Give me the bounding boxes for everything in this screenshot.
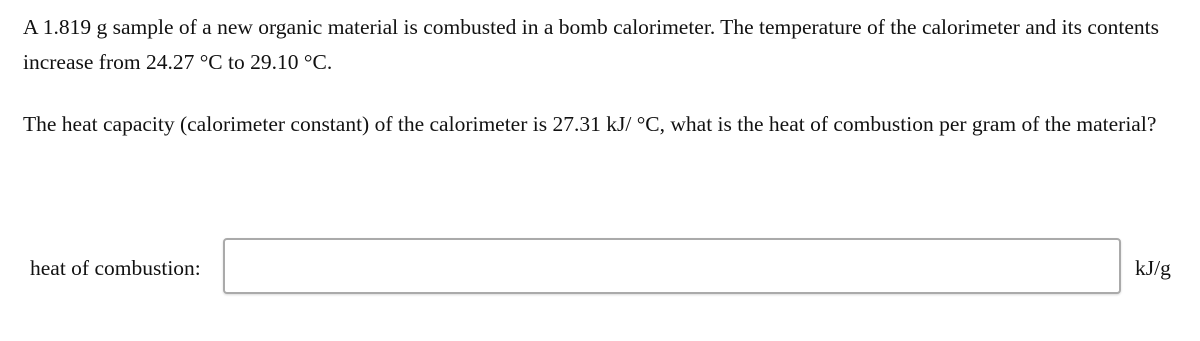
- question-paragraph-sample: A 1.819 g sample of a new organic material is combusted in a bomb calorimeter. The temperature of the calorimeter and its contents increase from 24.27 °C to 29.10 °C.: [23, 15, 1159, 74]
- question-paragraph-heat-capacity: The heat capacity (calorimeter constant) of the calorimeter is 27.31 kJ/ °C, what is the heat of combustion per gram of the material?: [23, 112, 1157, 136]
- answer-row: [0, 238, 1200, 294]
- heat-of-combustion-label: heat of combustion:: [30, 256, 201, 280]
- question-text: [23, 10, 1163, 142]
- heat-of-combustion-input[interactable]: [223, 238, 1121, 294]
- unit-label: kJ/g: [1135, 256, 1171, 280]
